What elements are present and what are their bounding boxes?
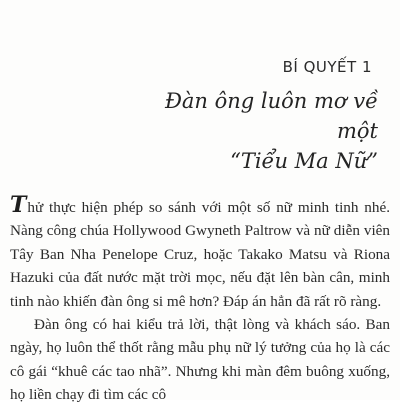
chapter-title-line-2: “Tiểu Ma Nữ” [230,149,378,173]
drop-cap: T [10,192,27,218]
paragraph-1-text: hử thực hiện phép so sánh với một số nữ minh tinh nhé. Nàng công chúa Hollywood Gwyneth Paltrow và nữ diễn viên Tây Ban Nha Penelope Cruz, hoặc Takako Matsu và Riona Hazuki của đất nước mặt trời mọc, nếu đặt lên bàn cân, minh tinh nào khiến đàn ông si mê hơn? Đáp án hẳn đã rất rõ ràng. [10,199,390,310]
chapter-title [128,86,378,176]
body-text [10,192,390,407]
chapter-title-line-1: Đàn ông luôn mơ về một [164,89,378,143]
paragraph-1 [10,192,390,313]
paragraph-2: Đàn ông có hai kiểu trả lời, thật lòng và khách sáo. Ban ngày, họ luôn thể thốt rằng mẫu phụ nữ lý tưởng của họ là các cô gái “khuê các tao nhã”. Nhưng khi màn đêm buông xuống, họ liền chạy đi tìm các cô [10,316,390,404]
chapter-label: BÍ QUYẾT 1 [282,58,372,76]
